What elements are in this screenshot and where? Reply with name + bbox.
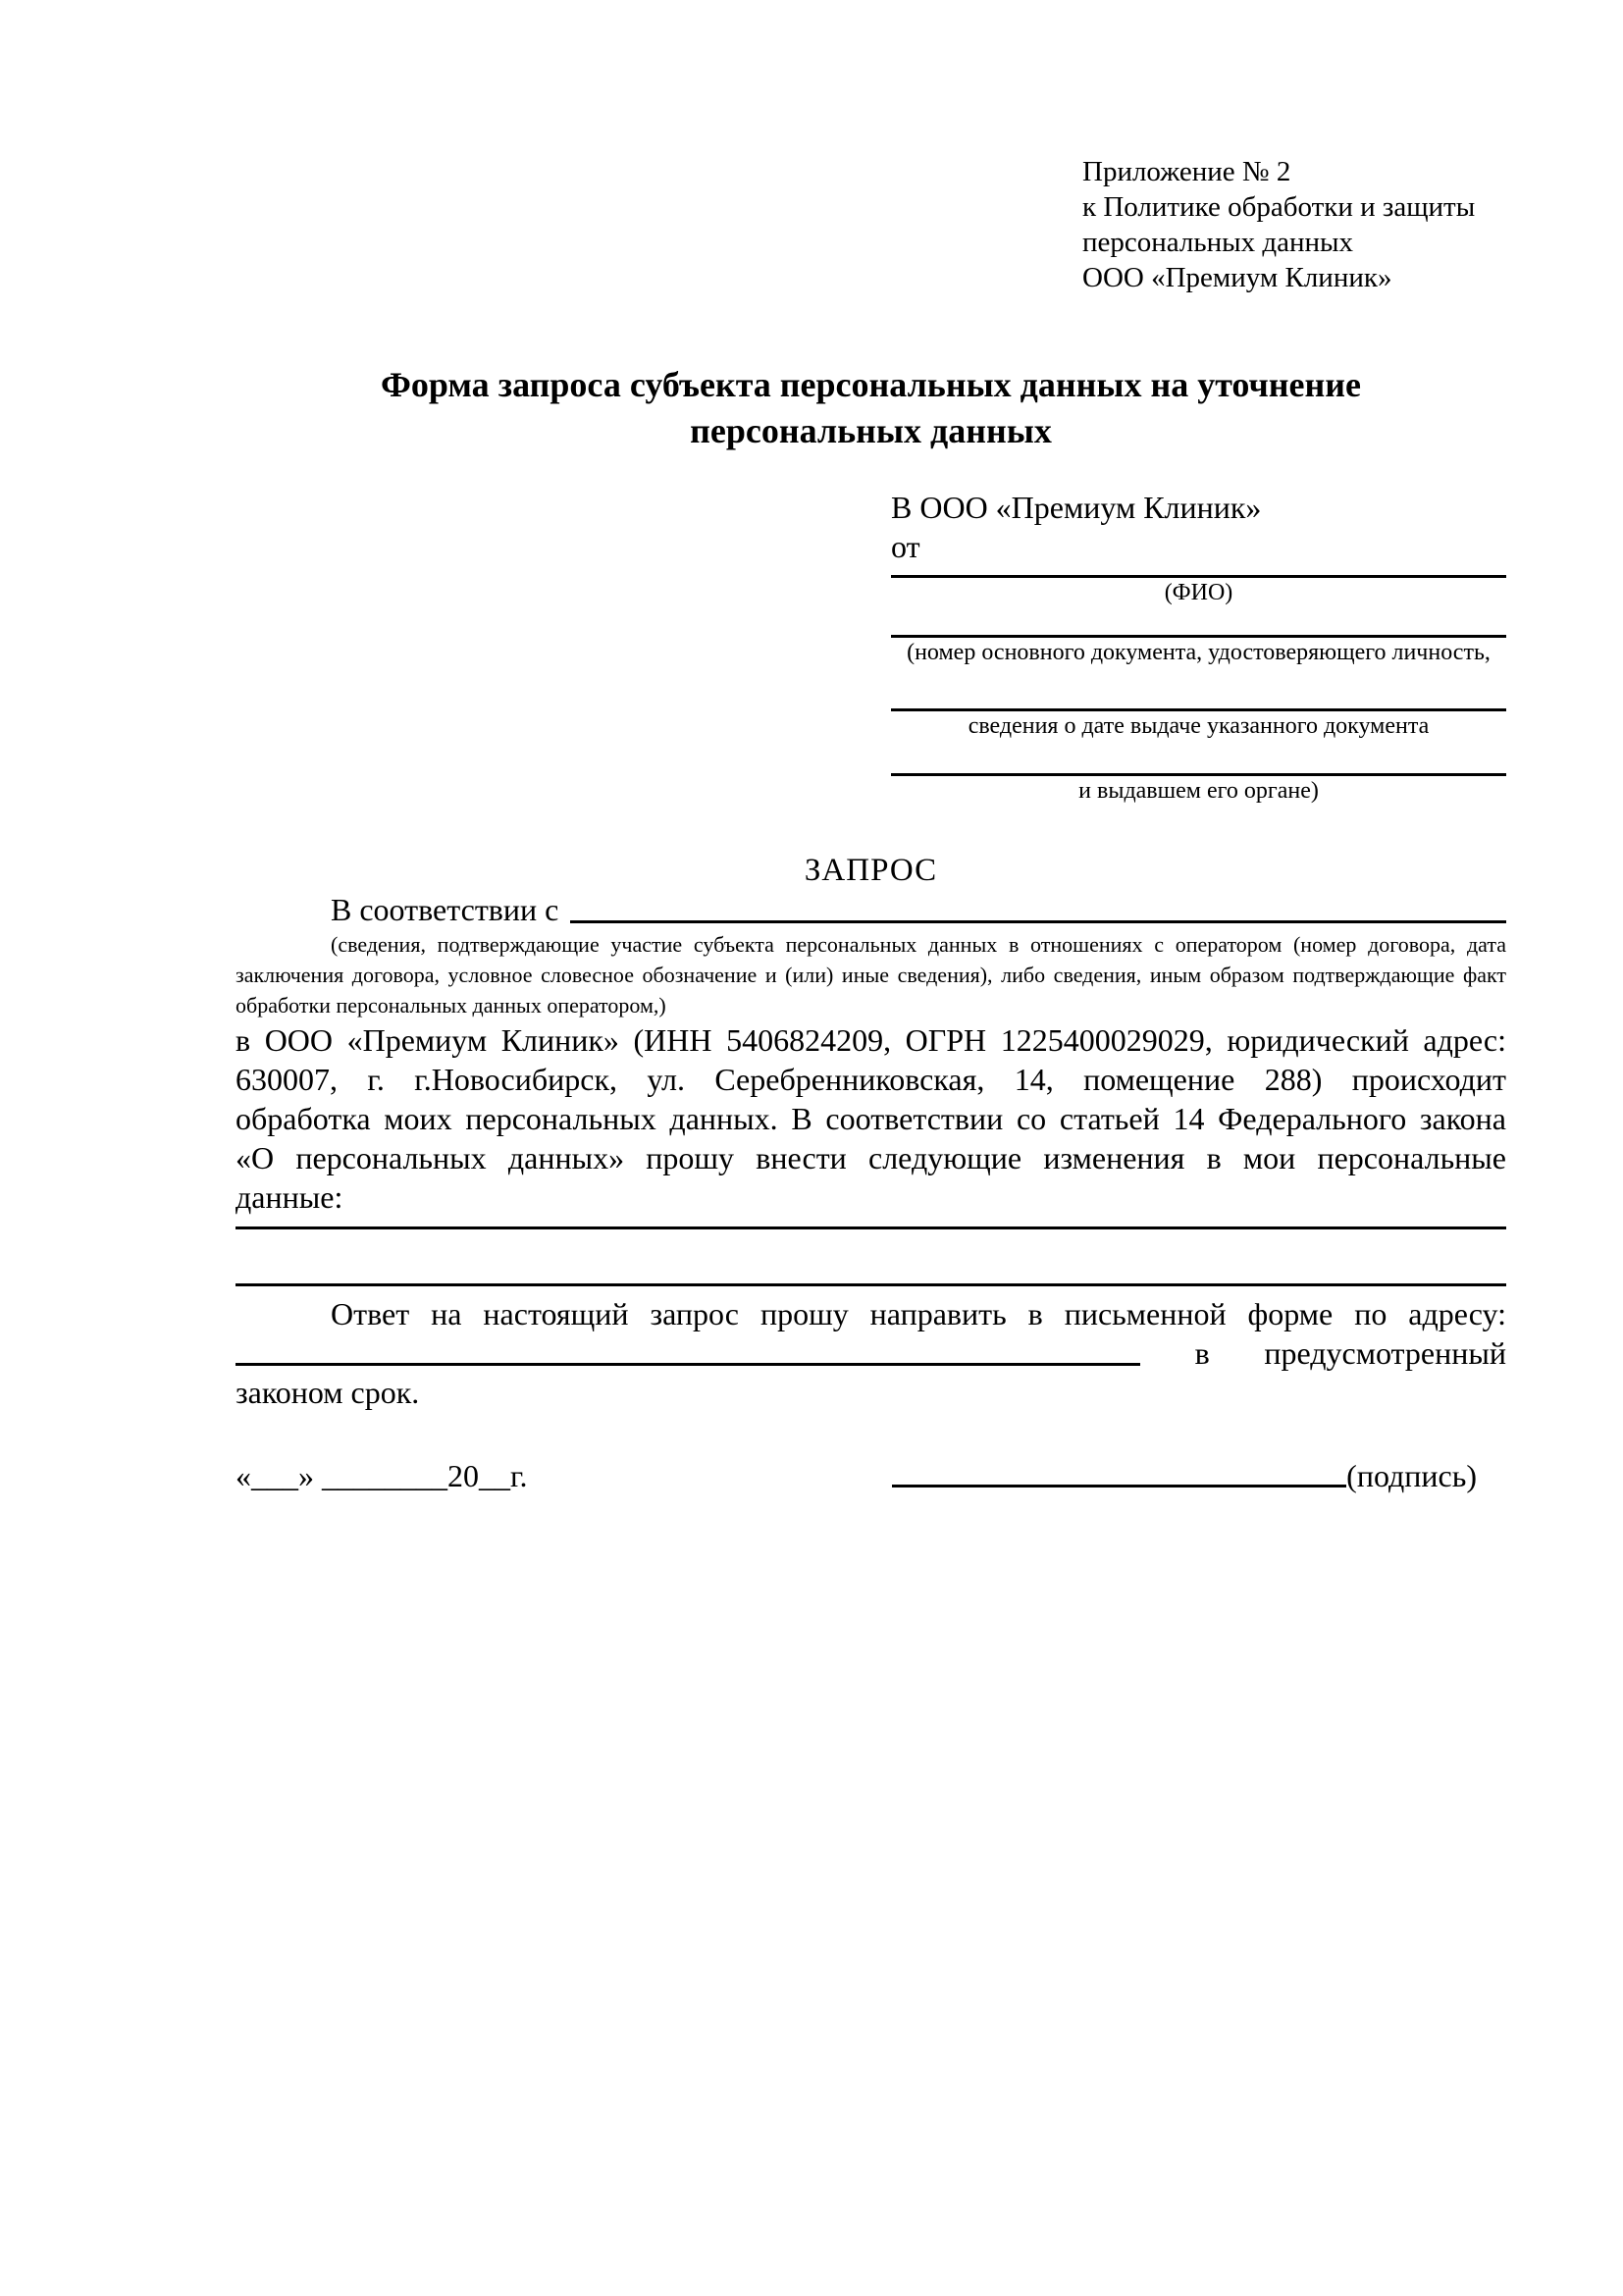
from-label: от bbox=[891, 529, 920, 564]
signature-field-line bbox=[892, 1485, 1346, 1487]
body-line: обработка моих персональных данных. В соответствии со статьей 14 Федерального закона bbox=[236, 1101, 1506, 1136]
signature-caption: (подпись) bbox=[1346, 1458, 1477, 1493]
appendix-line: персональных данных bbox=[1082, 227, 1354, 258]
date-field: «___» ________20__г. bbox=[236, 1458, 528, 1493]
changes-field-line-1 bbox=[236, 1226, 1506, 1229]
response-paragraph-line-3: законом срок. bbox=[236, 1375, 420, 1410]
addressee-block bbox=[891, 488, 1506, 806]
basis-field-line bbox=[570, 920, 1506, 923]
fine-print-line: обработки персональных данных оператором,) bbox=[236, 993, 666, 1018]
body-line: «О персональных данных» прошу внести следующие изменения в мои персональные bbox=[236, 1140, 1506, 1175]
issuing-authority-caption: и выдавшем его органе) bbox=[1078, 778, 1319, 804]
fine-print-line: (сведения, подтверждающие участие субъекта персональных данных в отношениях с оператором (номер договора, дата bbox=[331, 932, 1506, 957]
doc-number-caption: (номер основного документа, удостоверяющего личность, bbox=[907, 640, 1491, 665]
issue-date-caption: сведения о дате выдаче указанного документа bbox=[968, 713, 1430, 739]
request-heading: ЗАПРОС bbox=[804, 853, 938, 888]
appendix-line: к Политике обработки и защиты bbox=[1082, 191, 1476, 223]
response-word-in: в bbox=[1194, 1335, 1210, 1371]
intro-prefix: В соответствии с bbox=[331, 892, 559, 927]
date-signature-row bbox=[236, 1456, 1506, 1495]
fine-print-line: заключения договора, условное словесное обозначение и (или) иные сведения), либо сведения, иным образом подтверждающие факт bbox=[236, 963, 1506, 987]
response-paragraph-line-1: Ответ на настоящий запрос прошу направить в письменной форме по адресу: bbox=[331, 1296, 1506, 1331]
intro-line bbox=[236, 890, 1506, 929]
response-paragraph-line-2 bbox=[236, 1333, 1506, 1373]
signature-group bbox=[892, 1456, 1477, 1495]
body-line: 630007, г. г.Новосибирск, ул. Серебренниковская, 14, помещение 288) происходит bbox=[236, 1062, 1506, 1097]
response-word-due: предусмотренный bbox=[1264, 1335, 1506, 1371]
changes-field-line-2 bbox=[236, 1283, 1506, 1286]
appendix-line: ООО «Премиум Клиник» bbox=[1082, 262, 1392, 293]
address-field-line bbox=[236, 1363, 1140, 1366]
organization-line: В ООО «Премиум Клиник» bbox=[891, 490, 1262, 525]
body-line: в ООО «Премиум Клиник» (ИНН 5406824209, ОГРН 1225400029029, юридический адрес: bbox=[236, 1022, 1506, 1058]
appendix-line: Приложение № 2 bbox=[1082, 156, 1291, 187]
document-title-line: Форма запроса субъекта персональных данных на уточнение bbox=[381, 365, 1361, 404]
fine-print bbox=[236, 929, 1506, 1020]
document-title-line: персональных данных bbox=[690, 411, 1052, 450]
document-title bbox=[236, 362, 1506, 454]
fio-caption: (ФИО) bbox=[1164, 580, 1233, 605]
request-body bbox=[236, 1020, 1506, 1217]
body-line: данные: bbox=[236, 1179, 343, 1215]
appendix-note bbox=[1082, 154, 1506, 295]
